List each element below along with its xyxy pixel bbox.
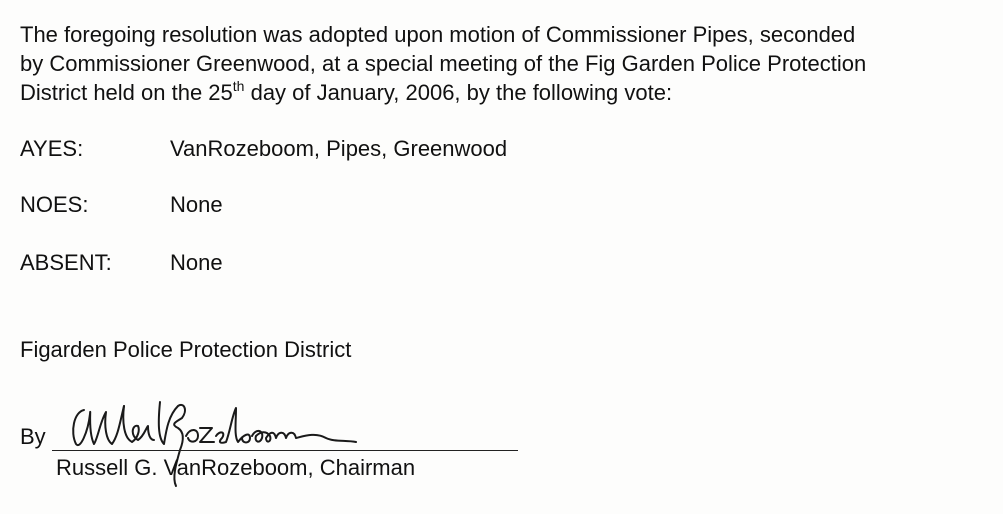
signature-line xyxy=(52,450,518,451)
vote-row-noes xyxy=(20,192,223,218)
absent-value: None xyxy=(170,250,223,275)
ayes-label: AYES: xyxy=(20,136,84,161)
ayes-value: VanRozeboom, Pipes, Greenwood xyxy=(170,136,508,161)
resolution-paragraph xyxy=(20,20,995,107)
noes-value: None xyxy=(170,192,223,217)
by-label: By xyxy=(20,424,46,449)
resolution-line-3-end: day of January, 2006, by the following vote: xyxy=(244,80,673,105)
ordinal-suffix: th xyxy=(232,78,245,94)
resolution-line-2: by Commissioner Greenwood, at a special meeting of the Fig Garden Police Protection xyxy=(20,51,867,76)
resolution-line-1: The foregoing resolution was adopted upon motion of Commissioner Pipes, seconded xyxy=(20,22,856,47)
resolution-line-3 xyxy=(20,78,995,107)
vote-row-ayes xyxy=(20,136,507,162)
signer-name: Russell G. VanRozeboom, Chairman xyxy=(56,455,416,480)
organization-name: Figarden Police Protection District xyxy=(20,337,352,362)
absent-label: ABSENT: xyxy=(20,250,112,275)
vote-row-absent xyxy=(20,250,223,276)
resolution-line-3-start: District held on the 25 xyxy=(20,80,233,105)
noes-label: NOES: xyxy=(20,192,89,217)
